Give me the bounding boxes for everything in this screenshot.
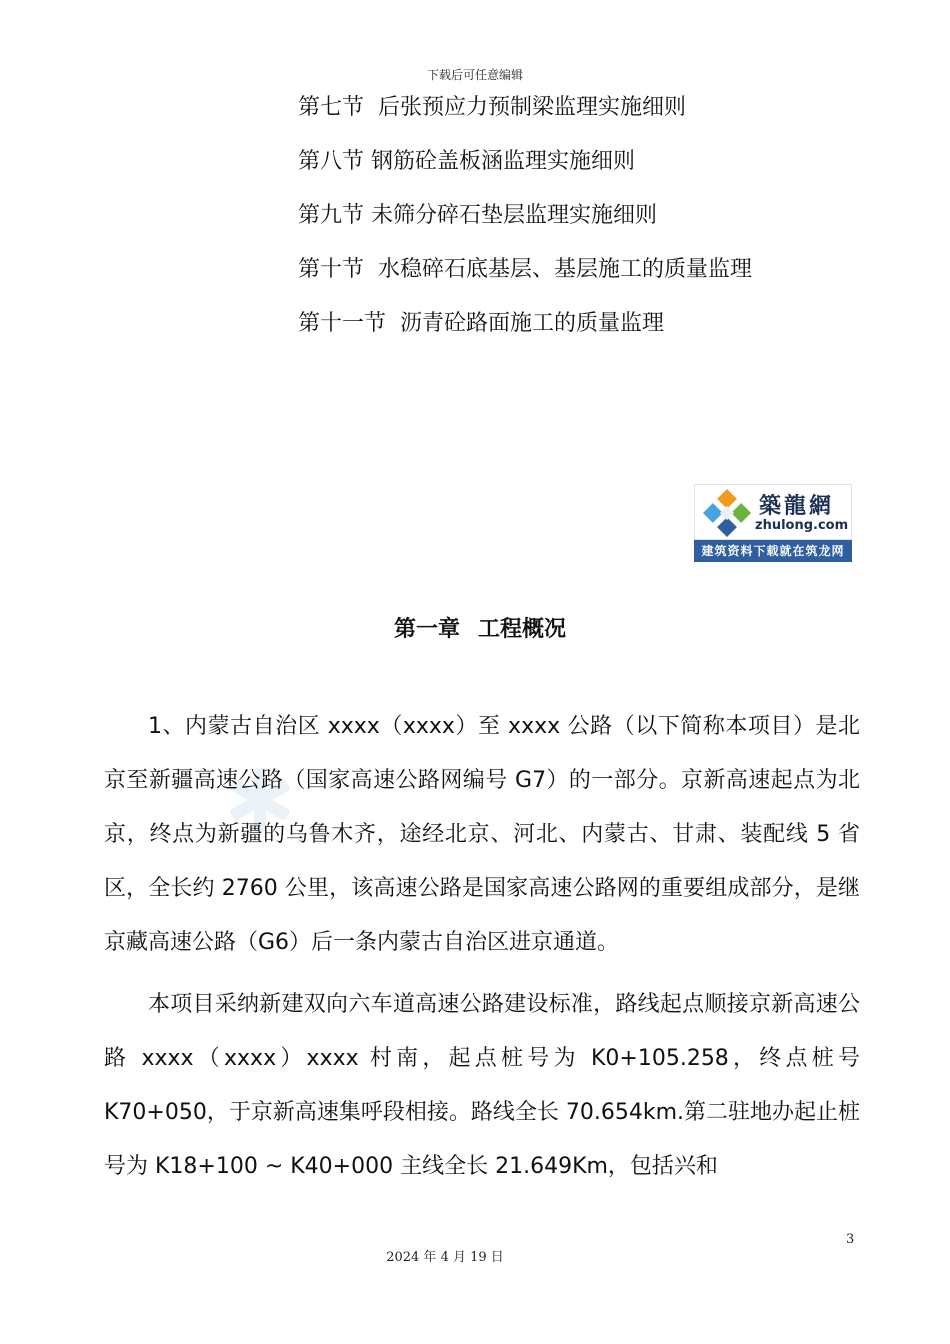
toc-item	[298, 142, 858, 196]
toc-list	[298, 88, 858, 358]
toc-section-number: 第十一节	[298, 311, 387, 336]
toc-section-number: 第九节	[298, 203, 365, 228]
toc-item	[298, 304, 858, 358]
toc-item	[298, 196, 858, 250]
logo-name: 築龍網	[759, 493, 835, 519]
header-note: 下载后可任意编辑	[426, 68, 523, 82]
paragraph: 本项目采纳新建双向六车道高速公路建设标准，路线起点顺接京新高速公路 xxxx（xxxx）xxxx 村南，起点桩号为 K0+105.258，终点桩号 K70+050，于京新高速集呼段相接。路线全长 70.654km.第二驻地办起止桩号为 K18+100 ~ K40+000 主线全长 21.649Km，包括兴和	[104, 992, 860, 1179]
footer-date: 2024 年 4 月 19 日	[386, 1250, 504, 1265]
toc-item	[298, 88, 858, 142]
zhulong-mark-icon	[701, 488, 753, 538]
zhulong-logo	[694, 484, 852, 562]
logo-domain: zhulong.com	[755, 518, 849, 533]
chapter-number: 第一章	[393, 617, 460, 642]
toc-section-title: 未筛分碎石垫层监理实施细则	[371, 203, 658, 228]
page-number: 3	[846, 1232, 855, 1247]
toc-section-number: 第八节	[298, 149, 365, 174]
toc-section-title: 钢筋砼盖板涵监理实施细则	[371, 149, 636, 174]
chapter-title: 工程概况	[478, 617, 567, 642]
toc-section-number: 第十节	[298, 257, 365, 282]
toc-section-title: 后张预应力预制梁监理实施细则	[378, 95, 687, 120]
chapter-heading	[0, 612, 950, 643]
toc-section-title: 水稳碎石底基层、基层施工的质量监理	[378, 257, 753, 282]
toc-item	[298, 250, 858, 304]
logo-box	[694, 484, 852, 540]
toc-section-number: 第七节	[298, 95, 365, 120]
toc-section-title: 沥青砼路面施工的质量监理	[400, 311, 665, 336]
logo-slogan: 建筑资料下载就在筑龙网	[694, 540, 852, 562]
body-text	[104, 700, 860, 1202]
paragraph: 1、内蒙古自治区 xxxx（xxxx）至 xxxx 公路（以下简称本项目）是北京至新疆高速公路（国家高速公路网编号 G7）的一部分。京新高速起点为北京，终点为新疆的乌鲁木齐，途经北京、河北、内蒙古、甘肃、装配线 5 省区，全长约 2760 公里，该高速公路是国家高速公路网的重要组成部分，是继京藏高速公路（G6）后一条内蒙古自治区进京通道。	[104, 714, 860, 955]
